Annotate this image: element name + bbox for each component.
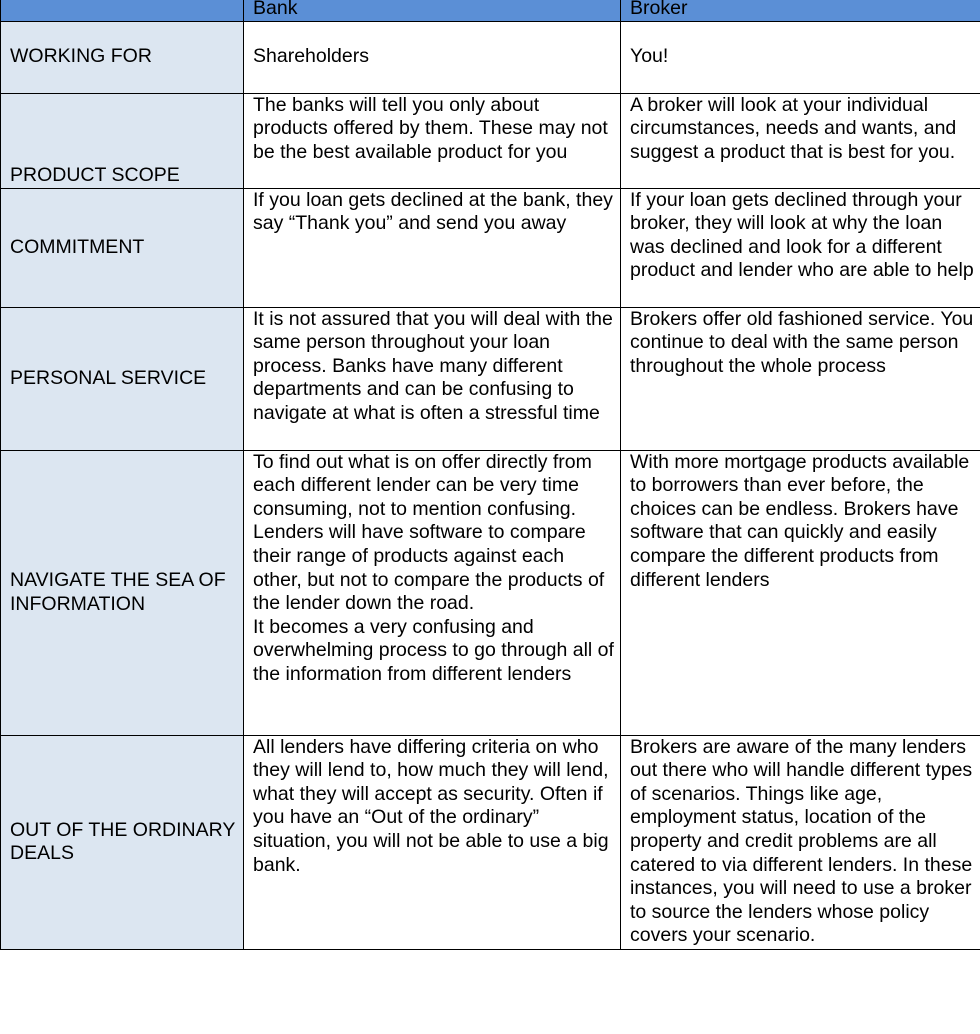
bank-cell: It is not assured that you will deal with the same person throughout your loan process. Banks have many different departments and can be confusing to navigate at what is often a stressful time — [244, 307, 621, 450]
header-label-cell — [1, 0, 244, 21]
header-bank-cell: Bank — [244, 0, 621, 21]
bank-cell — [244, 450, 621, 735]
bank-paragraph: It becomes a very confusing and overwhelming process to go through all of the information from different lenders — [253, 615, 614, 685]
row-label-navigate: NAVIGATE THE SEA OF INFORMATION — [1, 450, 244, 735]
broker-cell: Brokers offer old fashioned service. You continue to deal with the same person throughout the whole process — [621, 307, 980, 450]
bank-cell: Shareholders — [244, 21, 621, 93]
table-row — [1, 21, 980, 93]
table-row — [1, 735, 980, 949]
table-header-row — [1, 0, 980, 21]
broker-cell: You! — [621, 21, 980, 93]
row-label-commitment: COMMITMENT — [1, 188, 244, 307]
row-label-working-for: WORKING FOR — [1, 21, 244, 93]
broker-cell: A broker will look at your individual circumstances, needs and wants, and suggest a product that is best for you. — [621, 93, 980, 188]
row-label-out-of-ordinary: OUT OF THE ORDINARY DEALS — [1, 735, 244, 949]
table-row — [1, 450, 980, 735]
bank-cell: If you loan gets declined at the bank, they say “Thank you” and send you away — [244, 188, 621, 307]
row-label-personal-service: PERSONAL SERVICE — [1, 307, 244, 450]
table-row — [1, 307, 980, 450]
table-row — [1, 188, 980, 307]
broker-cell: If your loan gets declined through your broker, they will look at why the loan was declined and look for a different product and lender who are able to help — [621, 188, 980, 307]
table-row — [1, 93, 980, 188]
row-label-product-scope: PRODUCT SCOPE — [1, 93, 244, 188]
broker-cell: With more mortgage products available to borrowers than ever before, the choices can be endless. Brokers have software that can quickly and easily compare the different products from different lenders — [621, 450, 980, 735]
broker-cell: Brokers are aware of the many lenders out there who will handle different types of scenarios. Things like age, employment status, location of the property and credit problems are all catered to via different lenders. In these instances, you will need to use a broker to source the lenders whose policy covers your scenario. — [621, 735, 980, 949]
header-broker-cell: Broker — [621, 0, 980, 21]
bank-cell: All lenders have differing criteria on who they will lend to, how much they will lend, what they will accept as security. Often if you have an “Out of the ordinary” situation, you will not be able to use a big bank. — [244, 735, 621, 949]
bank-paragraph: To find out what is on offer directly from each different lender can be very time consuming, not to mention confusing. Lenders will have software to compare their range of products against each other, but not to compare the products of the lender down the road. — [253, 450, 605, 615]
bank-cell: The banks will tell you only about products offered by them. These may not be the best available product for you — [244, 93, 621, 188]
